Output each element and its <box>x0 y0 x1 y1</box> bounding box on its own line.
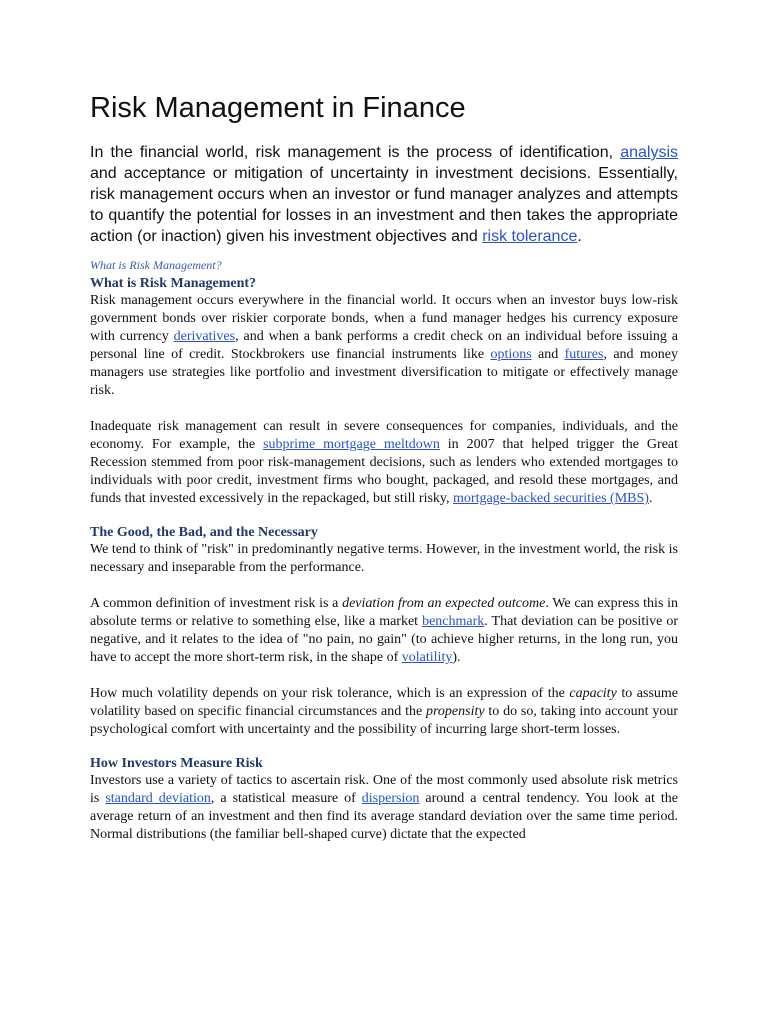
link-derivatives[interactable]: derivatives <box>173 329 236 344</box>
page-title: Risk Management in Finance <box>90 92 466 124</box>
body-text: A common definition of investment risk is a <box>90 596 343 611</box>
body-text: , a statistical measure of <box>210 791 362 806</box>
link-risk-tolerance[interactable]: risk tolerance <box>482 228 578 245</box>
body-text: . That deviation can be positive or negative, and it relates to the idea of "no pain, no gain" (to achieve higher returns, in the long run, you have to accept the more short-term risk, in the shape of <box>90 614 678 665</box>
body-text: Inadequate risk management can result in severe consequences for companies, individuals, and the economy. For example, the <box>90 419 678 452</box>
paragraph-risk-everywhere <box>90 292 678 400</box>
emphasis-text: deviation from an expected outcome <box>342 596 546 611</box>
paragraph-definition-of-risk <box>90 595 678 667</box>
link-subprime-mortgage-meltdown[interactable]: subprime mortgage meltdown <box>263 437 440 452</box>
intro-text: and acceptance or mitigation of uncertainty in investment decisions. Essentially, risk management occurs when an investor or fund manager analyzes and attempts to quantify the potential for losses in an investment and then takes the appropriate action (or inaction) given his investment objectives and <box>90 165 678 245</box>
link-dispersion[interactable]: dispersion <box>361 791 420 806</box>
body-text: Risk management occurs everywhere in the financial world. It occurs when an investor buys low-risk government bonds over riskier corporate bonds, when a fund manager hedges his currency exposure with currency <box>90 293 678 344</box>
paragraph-measure-risk <box>90 772 678 844</box>
link-futures[interactable]: futures <box>564 347 604 362</box>
emphasis-text: capacity <box>569 686 617 701</box>
body-text: Investors use a variety of tactics to ascertain risk. One of the most commonly used absolute risk metrics is <box>90 773 678 806</box>
link-options[interactable]: options <box>490 347 532 362</box>
body-text: . We can express this in absolute terms or relative to something else, like a market <box>90 596 678 629</box>
intro-text: . <box>577 228 582 245</box>
body-text: around a central tendency. You look at the average return of an investment and then find its average standard deviation over the same time period. Normal distributions (the familiar bell-shaped curve) dictate that the expected <box>90 791 678 842</box>
body-text: , and when a bank performs a credit check on an individual before issuing a personal line of credit. Stockbrokers use financial instruments like <box>90 329 678 362</box>
section-kicker: What is Risk Management? <box>90 258 222 272</box>
paragraph-think-of-risk: We tend to think of "risk" in predominantly negative terms. However, in the investment world, the risk is necessary and inseparable from the performance. <box>90 542 678 575</box>
link-benchmark[interactable]: benchmark <box>422 614 485 629</box>
body-text: and <box>531 347 565 362</box>
body-text: in 2007 that helped trigger the Great Recession stemmed from poor risk-management decisions, such as lenders who extended mortgages to individuals with poor credit, investment firms who bought, packaged, and resold these mortgages, and funds that invested excessively in the repackaged, but still risky, <box>90 437 679 506</box>
section-heading-good-bad-necessary: The Good, the Bad, and the Necessary <box>90 525 318 540</box>
body-text: How much volatility depends on your risk tolerance, which is an expression of the <box>90 686 570 701</box>
body-text: . <box>648 491 653 506</box>
section-heading-measure-risk: How Investors Measure Risk <box>90 756 263 771</box>
body-text: to do so, taking into account your psychological comfort with uncertainty and the possibility of incurring large short-term losses. <box>90 704 679 737</box>
paragraph-volatility-tolerance <box>90 685 678 739</box>
body-text: , and money managers use strategies like portfolio and investment diversification to mitigate or effectively manage risk. <box>90 347 678 398</box>
section-heading-what-is-risk-management: What is Risk Management? <box>90 276 257 291</box>
intro-paragraph <box>90 142 678 247</box>
document-page <box>90 90 678 844</box>
intro-text: In the financial world, risk management is the process of identification, <box>90 144 621 161</box>
emphasis-text: propensity <box>425 704 485 719</box>
body-text: to assume volatility based on specific financial circumstances and the <box>90 686 678 719</box>
link-analysis[interactable]: analysis <box>620 144 678 161</box>
link-volatility[interactable]: volatility <box>401 650 453 665</box>
link-mortgage-backed-securities[interactable]: mortgage-backed securities (MBS) <box>453 491 649 506</box>
paragraph-inadequate-risk <box>90 418 678 508</box>
link-standard-deviation[interactable]: standard deviation <box>105 791 211 806</box>
body-text: ). <box>452 650 461 665</box>
